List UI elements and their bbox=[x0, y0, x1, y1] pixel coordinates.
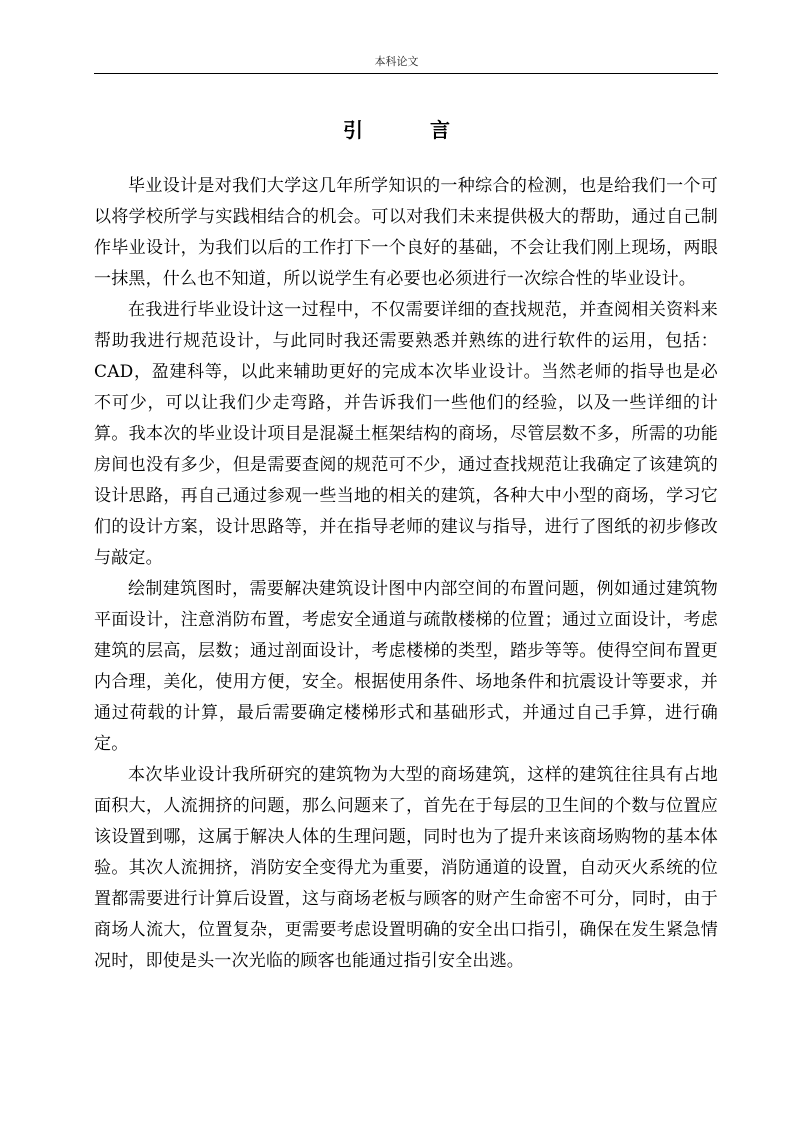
paragraph-3: 绘制建筑图时，需要解决建筑设计图中内部空间的布置问题，例如通过建筑物平面设计，注意消防布置，考虑安全通道与疏散楼梯的位置；通过立面设计，考虑建筑的层高，层数；通过剖面设计，考虑楼梯的类型，踏步等等。使得空间布置更内合理，美化，使用方便，安全。根据使用条件、场地条件和抗震设计等要求，并通过荷载的计算，最后需要确定楼梯形式和基础形式，并通过自己手算，进行确定。 bbox=[94, 579, 718, 754]
paragraph-1: 毕业设计是对我们大学这几年所学知识的一种综合的检测，也是给我们一个可以将学校所学与实践相结合的机会。可以对我们未来提供极大的帮助，通过自己制作毕业设计，为我们以后的工作打下一个良好的基础，不会让我们刚上现场，两眼一抹黑，什么也不知道，所以说学生有必要也必须进行一次综合性的毕业设计。 bbox=[94, 176, 718, 289]
header-rule bbox=[94, 73, 718, 74]
paragraph-2: 在我进行毕业设计这一过程中，不仅需要详细的查找规范，并查阅相关资料来帮助我进行规范设计，与此同时我还需要熟悉并熟练的进行软件的运用，包括：CAD，盈建科等，以此来辅助更好的完成本次毕业设计。当然老师的指导也是必不可少，可以让我们少走弯路，并告诉我们一些他们的经验，以及一些详细的计算。我本次的毕业设计项目是混凝土框架结构的商场，尽管层数不多，所需的功能房间也没有多少，但是需要查阅的规范可不少，通过查找规范让我确定了该建筑的设计思路，再自己通过参观一些当地的相关的建筑，各种大中小型的商场，学习它们的设计方案，设计思路等，并在指导老师的建议与指导，进行了图纸的初步修改与敲定。 bbox=[94, 300, 718, 568]
paragraph-4: 本次毕业设计我所研究的建筑物为大型的商场建筑，这样的建筑往往具有占地面积大，人流拥挤的问题，那么问题来了，首先在于每层的卫生间的个数与位置应该设置到哪，这属于解决人体的生理问题，同时也为了提升来该商场购物的基本体验。其次人流拥挤，消防安全变得尤为重要，消防通道的设置，自动灭火系统的位置都需要进行计算后设置，这与商场老板与顾客的财产生命密不可分，同时，由于商场人流大，位置复杂，更需要考虑设置明确的安全出口指引，确保在发生紧急情况时，即使是头一次光临的顾客也能通过指引安全出逃。 bbox=[94, 765, 718, 971]
body-text bbox=[94, 171, 718, 977]
page-title: 引 言 bbox=[343, 118, 480, 142]
running-header: 本科论文 bbox=[374, 55, 419, 68]
